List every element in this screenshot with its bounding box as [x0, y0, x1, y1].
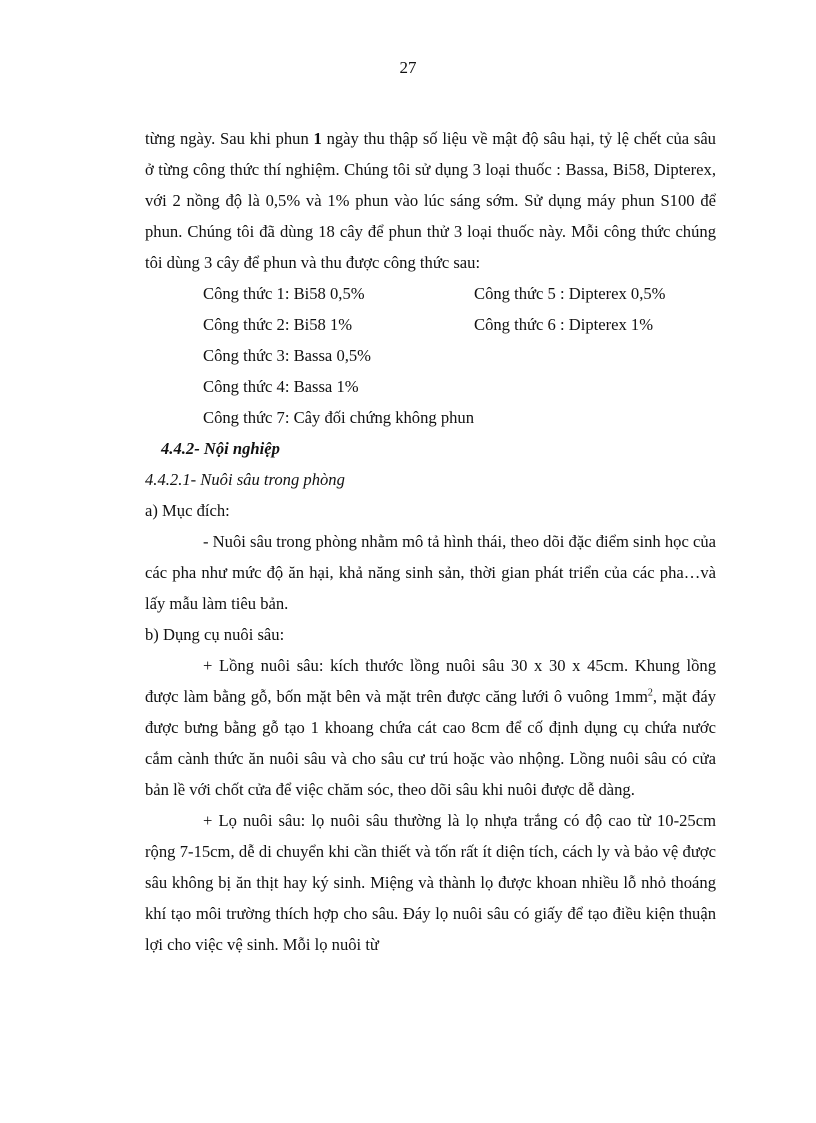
intro-paragraph	[145, 123, 716, 278]
formula-5: Công thức 5 : Dipterex 0,5%	[474, 284, 666, 303]
formula-row	[203, 340, 716, 371]
formula-7: Công thức 7: Cây đối chứng không phun	[203, 408, 475, 427]
cage-paragraph	[145, 650, 716, 805]
cage-superscript: 2	[647, 687, 653, 699]
formula-row	[203, 402, 716, 433]
cage-text-2: , mặt đáy được bưng bằng gỗ tạo 1 khoang chứa cát cao 8cm để cố định dụng cụ chứa nước cắm cành thức ăn nuôi sâu và cho sâu cư trú hoặc vào nhộng. Lồng nuôi sâu có cửa bản lề với chốt cửa để việc chăm sóc, theo dõi sâu khi nuôi được dễ dàng.	[145, 687, 716, 799]
formula-3: Công thức 3: Bassa 0,5%	[203, 346, 372, 365]
page-number: 27	[399, 58, 417, 77]
jar-paragraph: + Lọ nuôi sâu: lọ nuôi sâu thường là lọ nhựa trắng có độ cao từ 10-25cm rộng 7-15cm, dễ di chuyển khi cần thiết và tốn rất ít diện tích, cách ly và bảo vệ được sâu không bị ăn thịt hay ký sinh. Miệng và thành lọ được khoan nhiều lỗ nhỏ thoáng khí tạo môi trường thích hợp cho sâu. Đáy lọ nuôi sâu có giấy để tạo điều kiện thuận lợi cho việc vệ sinh. Mỗi lọ nuôi từ	[145, 811, 716, 954]
formula-2: Công thức 2: Bi58 1%	[203, 315, 353, 334]
intro-bold-day: 1	[313, 129, 322, 148]
tools-heading: b) Dụng cụ nuôi sâu:	[145, 625, 285, 644]
intro-text-2: ngày thu thập số liệu về mật độ sâu hại, tỷ lệ chết của sâu ở từng công thức thí nghiệm. Chúng tôi sử dụng 3 loại thuốc : Bassa, Bi58, Dipterex, với 2 nồng độ là 0,5% và 1% phun vào lúc sáng sớm. Sử dụng máy phun S100 để phun. Chúng tôi đã dùng 18 cây để phun thử 3 loại thuốc này. Mỗi công thức chúng tôi dùng 3 cây để phun và thu được công thức sau:	[145, 129, 716, 272]
formula-6: Công thức 6 : Dipterex 1%	[474, 315, 654, 334]
formula-row	[203, 371, 716, 402]
formula-row	[203, 309, 716, 340]
section-heading: 4.4.2- Nội nghiệp	[161, 439, 280, 458]
formula-list	[203, 278, 716, 433]
formula-row	[203, 278, 716, 309]
page-body	[145, 123, 716, 960]
purpose-heading: a) Mục đích:	[145, 501, 230, 520]
subsection-heading: 4.4.2.1- Nuôi sâu trong phòng	[145, 470, 345, 489]
purpose-paragraph: - Nuôi sâu trong phòng nhằm mô tả hình thái, theo dõi đặc điểm sinh học của các pha như mức độ ăn hại, khả năng sinh sản, thời gian phát triển của các pha…và lấy mẫu làm tiêu bản.	[145, 532, 716, 613]
formula-4: Công thức 4: Bassa 1%	[203, 377, 359, 396]
formula-1: Công thức 1: Bi58 0,5%	[203, 284, 365, 303]
intro-text-1: từng ngày. Sau khi phun	[145, 129, 314, 148]
cage-text-1: + Lồng nuôi sâu: kích thước lồng nuôi sâu 30 x 30 x 45cm. Khung lồng được làm bằng gỗ, bốn mặt bên và mặt trên được căng lưới ô vuông 1mm	[145, 656, 716, 706]
